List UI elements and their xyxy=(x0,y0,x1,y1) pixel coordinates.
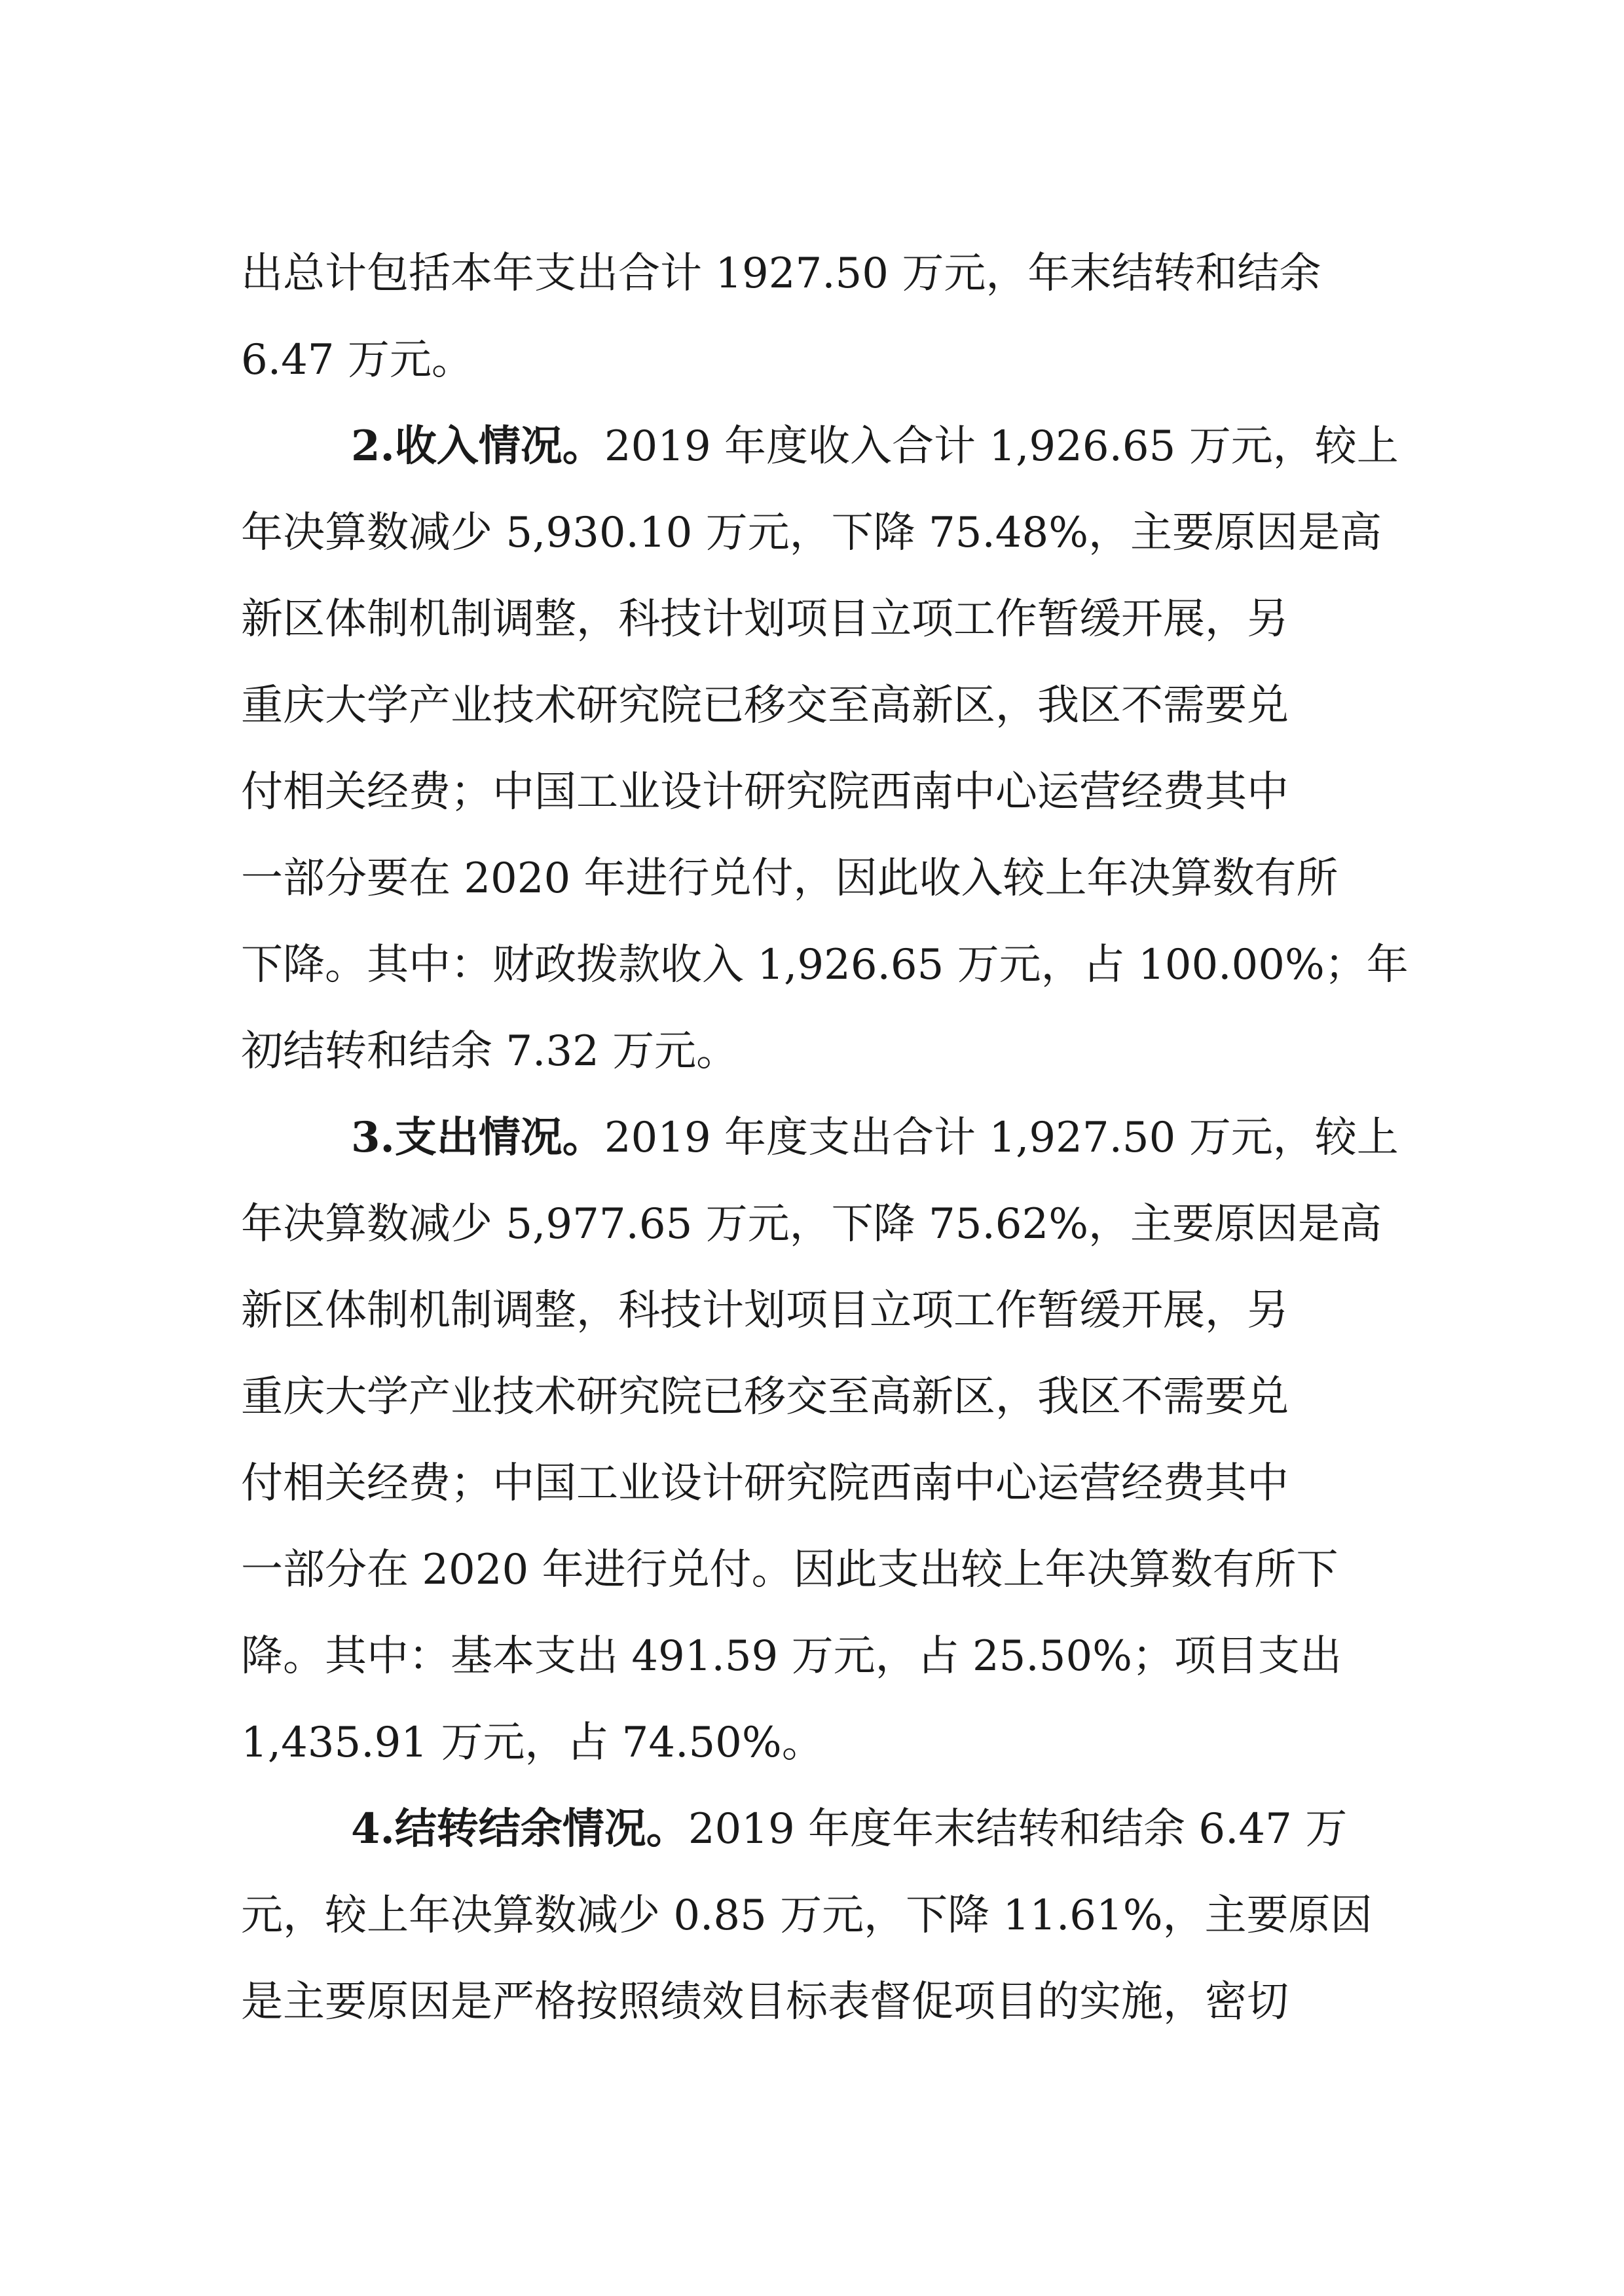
section-heading-carryover: 4.结转结余情况。 xyxy=(351,1804,688,1853)
text-line: 年决算数减少 5,977.65 万元，下降 75.62%，主要原因是高 xyxy=(241,1200,1382,1248)
paragraph-expenditure xyxy=(241,1095,1399,1786)
text-line: 一部分要在 2020 年进行兑付，因此收入较上年决算数有所 xyxy=(241,854,1338,903)
text-line xyxy=(241,1786,1387,1872)
text-line: 重庆大学产业技术研究院已移交至高新区，我区不需要兑 xyxy=(241,1373,1289,1421)
text-line: 新区体制机制调整，科技计划项目立项工作暂缓开展，另 xyxy=(241,595,1289,644)
text-line: 1,435.91 万元，占 74.50%。 xyxy=(241,1719,824,1767)
text-line: 是主要原因是严格按照绩效目标表督促项目的实施，密切 xyxy=(241,1978,1289,2026)
text-line: 付相关经费；中国工业设计研究院西南中心运营经费其中 xyxy=(241,768,1289,816)
text-line: 一部分在 2020 年进行兑付。因此支出较上年决算数有所下 xyxy=(241,1546,1338,1594)
text-line: 6.47 万元。 xyxy=(241,336,473,384)
section-heading-income: 2.收入情况。 xyxy=(351,422,604,471)
text-line-rest: 2019 年度收入合计 1,926.65 万元，较上 xyxy=(604,422,1399,471)
text-line: 新区体制机制调整，科技计划项目立项工作暂缓开展，另 xyxy=(241,1286,1289,1335)
paragraph-income xyxy=(241,403,1409,1095)
text-line: 重庆大学产业技术研究院已移交至高新区，我区不需要兑 xyxy=(241,682,1289,730)
text-line: 初结转和结余 7.32 万元。 xyxy=(241,1027,739,1076)
text-line: 付相关经费；中国工业设计研究院西南中心运营经费其中 xyxy=(241,1459,1289,1508)
text-line-rest: 2019 年度支出合计 1,927.50 万元，较上 xyxy=(604,1114,1399,1162)
text-line xyxy=(241,403,1399,490)
text-line xyxy=(241,1095,1399,1181)
section-heading-expenditure: 3.支出情况。 xyxy=(351,1113,604,1162)
paragraph-carryover xyxy=(241,1786,1387,2045)
text-line: 出总计包括本年支出合计 1927.50 万元，年末结转和结余 xyxy=(241,249,1321,298)
text-line: 元，较上年决算数减少 0.85 万元，下降 11.61%，主要原因 xyxy=(241,1891,1373,1940)
text-line: 年决算数减少 5,930.10 万元，下降 75.48%，主要原因是高 xyxy=(241,509,1382,557)
text-line-rest: 2019 年度年末结转和结余 6.47 万 xyxy=(688,1805,1348,1853)
text-line: 降。其中：基本支出 491.59 万元，占 25.50%；项目支出 xyxy=(241,1632,1342,1681)
paragraph-total-expenditure xyxy=(241,230,1387,403)
text-line: 下降。其中：财政拨款收入 1,926.65 万元，占 100.00%；年 xyxy=(241,941,1409,989)
